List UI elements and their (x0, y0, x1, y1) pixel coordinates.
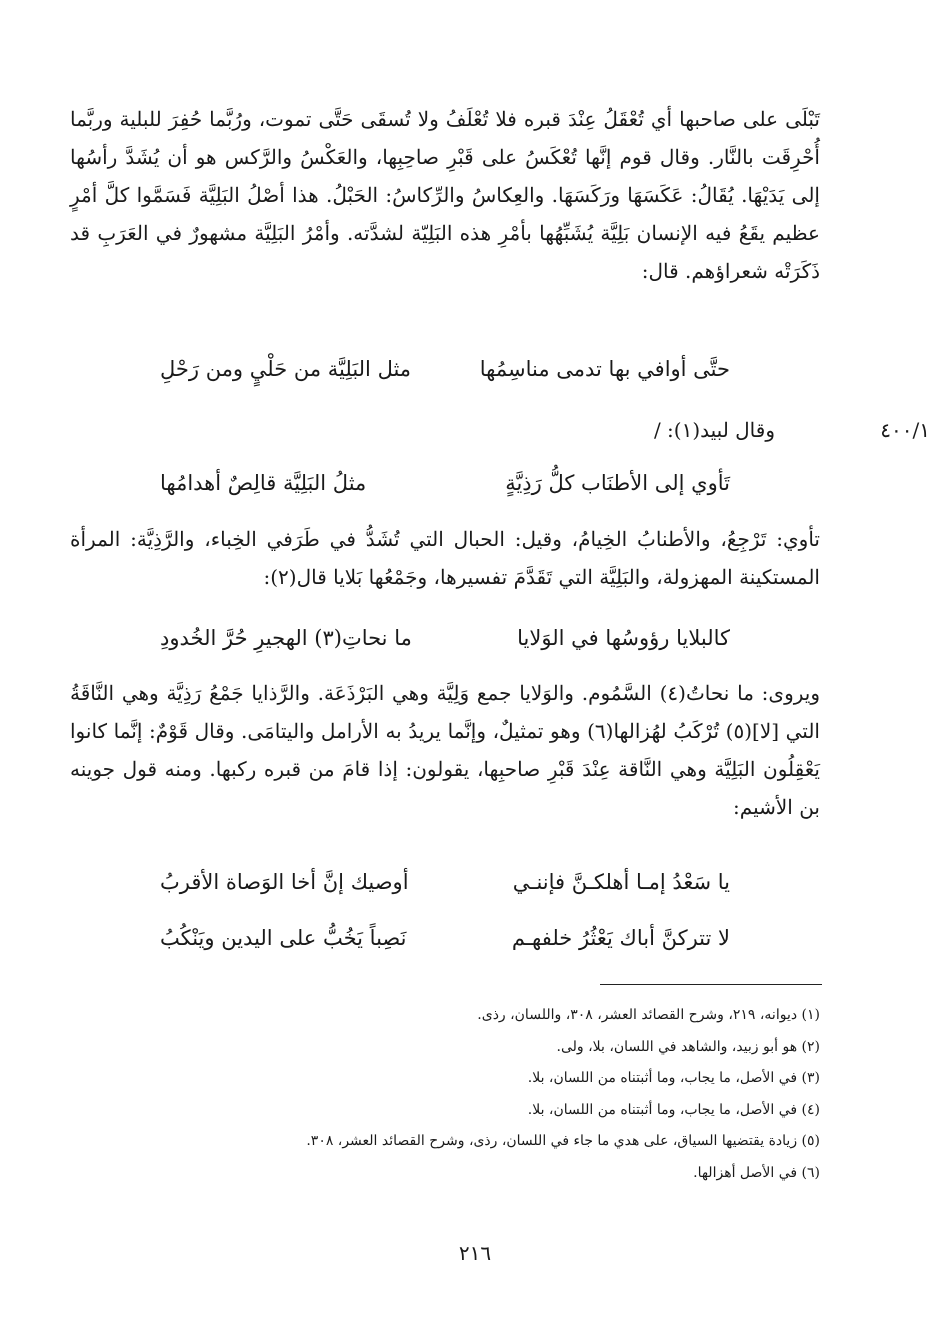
footnote-1: (١) ديوانه، ٢١٩، وشرح القصائد العشر، ٣٠٨، واللسان، رذى. (477, 1007, 820, 1023)
margin-page-reference: ٤٠٠/١ (880, 418, 930, 442)
verse-line-2 (70, 463, 820, 503)
verse-3-second-hemistich: ما نحاتِ(٣) الهجيرِ حُرَّ الخُدودِ (160, 626, 412, 650)
verse-line-5 (70, 918, 820, 958)
verse-5-second-hemistich: نَصِباً يَخُبُّ على اليدين ويَنْكُبُ (160, 926, 407, 950)
paragraph-1: تَبْلَى على صاحبها أي تُعْقَلُ عِنْدَ قبره فلا تُعْلَفُ ولا تُسقَى حَتَّى تموت، ورُبَّما حُفِرَ للبلية وربَّما أُحْرِقَت بالنَّار. وقال قوم إنَّها تُعْكَسُ على قَبْرِ صاحِبِها، والعَكْسُ والرَّكس هو أن يُشَدَّ رأسُها إلى يَدَيْهَا. يُقَالُ: عَكَسَهَا ورَكَسَهَا. والعِكاسُ والرِّكاسُ: الحَبْلُ. هذا أصْلُ البَلِيَّة فَسَمَّوا كلَّ أمْرٍ عظيم يقَعُ فيه الإنسان بَلِيَّة يُشَبِّهُها بأمْرِ هذه البَلِيّة لشدَّته. وأمْرُ البَلِيَّة مشهورٌ في العَرَبِ قد ذَكَرَتْه شعراؤهم. قال: (70, 107, 820, 283)
footnote-2: (٢) هو أبو زبيد، والشاهد في اللسان، بلا، ولى. (556, 1038, 820, 1055)
paragraph-3: ويروى: ما نحاتُ(٤) السَّمُوم. والوَلايا جمع وَلِيَّة وهي البَرْذَعَة. والرَّذايا جَمْعُ رَذِيَّة وهي النَّاقَةُ التي [لا](٥) تُرْكَبُ لهُزالها(٦) وهو تمثيلٌ، وإنَّما يريدُ به الأرامل واليتامَى. وقال قَوْمٌ: إنَّما كانوا يَعْقِلُون البَلِيَّة وهي النَّاقة عِنْدَ قَبْرِ صاحبِها، يقولون: إذا قامَ من قبره ركبها. ومنه قول جوينه بن الأشيم: (70, 681, 820, 819)
verse-2-second-hemistich: مثلُ البَلِيَّة قالِصٌ أهدامُها (160, 471, 367, 495)
footnote-5: (٥) زيادة يقتضيها السياق، على هدي ما جاء في اللسان، رذى، وشرح القصائد العشر، ٣٠٨. (306, 1133, 820, 1149)
footnotes (150, 1000, 820, 1189)
footnote-4: (٤) في الأصل، ما يجاب، وما أثبتناه من اللسان، بلا. (527, 1101, 820, 1118)
verse-3-first-hemistich: كالبلايا رؤوسُها في الوَلايا (517, 626, 730, 650)
verse-4-first-hemistich: يا سَعْدُ إمـا أهلكـنَّ فإننـي (512, 870, 730, 894)
verse-line-4 (70, 862, 820, 902)
footnote-3: (٣) في الأصل، ما يجاب، وما أثبتناه من اللسان، بلا. (527, 1070, 820, 1086)
footnote-separator (600, 984, 822, 985)
verse-4-second-hemistich: أوصيك إنَّ أخا الوَصاة الأقربُ (160, 870, 409, 894)
verse-1-second-hemistich: مثل البَلِيَّة من حَلْيٍ ومن رَحْلِ (160, 357, 412, 381)
paragraph-labid-intro: وقال لبيد(١): / (653, 418, 775, 442)
verse-2-first-hemistich: تَأوي إلى الأطنَاب كلُّ رَذِيَّةٍ (505, 471, 730, 495)
verse-5-first-hemistich: لا تتركنَّ أباك يَعْثُرُ خلفهـم (511, 926, 730, 950)
verse-line-3 (70, 618, 820, 658)
verse-1-first-hemistich: حتَّى أوافي بها تدمى مناسِمُها (479, 357, 730, 381)
verse-line-1 (70, 349, 820, 389)
paragraph-2: تأوي: تَرْجِعُ، والأطنابُ الخِيامُ، وقيل: الحبال التي تُشَدُّ في طَرَفي الخِباء، والرَّذِيَّة: المرأة المستكينة المهزولة، والبَلِيَّة التي تَقَدَّمَ تفسيرها، وجَمْعُها بَلايا قال(٢): (70, 527, 820, 589)
footnote-6: (٦) في الأصل أهزالها. (693, 1164, 820, 1181)
page-number: ٢١٦ (458, 1241, 492, 1265)
